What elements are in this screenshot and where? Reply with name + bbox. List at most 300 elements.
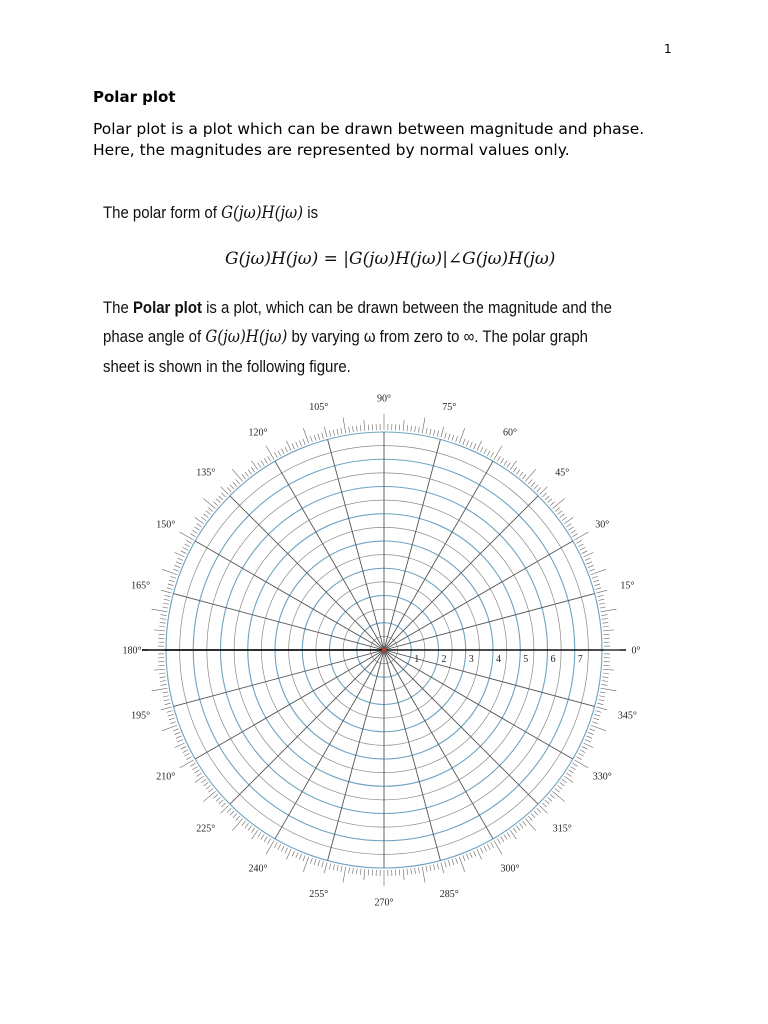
- degree-tick: [176, 736, 182, 738]
- degree-tick: [583, 552, 593, 557]
- degree-tick: [497, 839, 500, 844]
- degree-tick: [160, 681, 166, 682]
- angle-label: 195°: [131, 710, 151, 722]
- degree-tick: [580, 750, 585, 753]
- degree-tick: [504, 835, 507, 840]
- degree-tick: [181, 746, 186, 749]
- degree-tick: [537, 808, 541, 812]
- polar-graph-sheet: [122, 393, 641, 909]
- degree-tick: [329, 431, 330, 437]
- degree-tick: [415, 868, 416, 874]
- degree-tick: [183, 547, 188, 550]
- degree-tick: [192, 530, 197, 533]
- degree-tick: [208, 508, 213, 512]
- degree-tick: [186, 540, 191, 543]
- angle-label: 165°: [131, 580, 151, 592]
- grid-spoke: [384, 650, 573, 759]
- degree-tick: [292, 444, 294, 449]
- degree-tick: [582, 746, 587, 749]
- degree-tick: [594, 584, 600, 586]
- degree-tick: [190, 534, 195, 537]
- angle-label: 45°: [555, 467, 570, 479]
- degree-tick: [318, 434, 320, 440]
- formula-lhs: G(jω)H(jω) =: [225, 249, 344, 269]
- degree-tick: [264, 458, 267, 463]
- degree-tick: [571, 767, 576, 770]
- angle-label: 0°: [631, 645, 641, 657]
- angle-label: 285°: [439, 888, 459, 900]
- degree-tick: [163, 603, 169, 604]
- degree-tick: [159, 626, 165, 627]
- degree-tick: [221, 803, 225, 807]
- degree-tick: [545, 800, 549, 804]
- degree-tick: [164, 699, 170, 700]
- degree-tick: [206, 511, 211, 515]
- degree-tick: [589, 729, 595, 731]
- grid-spoke: [230, 650, 384, 804]
- grid-spoke: [173, 650, 384, 706]
- degree-tick: [278, 450, 281, 455]
- degree-tick: [597, 703, 603, 704]
- degree-tick: [582, 551, 587, 554]
- grid-spoke: [384, 650, 493, 839]
- polar-form-intro: [103, 203, 318, 223]
- degree-tick: [343, 418, 346, 434]
- degree-tick: [310, 858, 312, 864]
- degree-tick: [501, 458, 504, 463]
- degree-tick: [534, 485, 538, 489]
- degree-tick: [232, 819, 242, 831]
- degree-tick: [197, 524, 202, 527]
- degree-tick: [258, 832, 261, 837]
- degree-tick: [459, 428, 464, 443]
- degree-tick: [337, 865, 338, 871]
- degree-tick: [452, 859, 454, 865]
- angle-label: 120°: [248, 427, 268, 439]
- degree-tick: [593, 718, 599, 720]
- degree-tick: [553, 791, 565, 801]
- degree-tick: [299, 854, 301, 860]
- angle-label: 135°: [196, 467, 216, 479]
- degree-tick: [562, 517, 567, 521]
- degree-tick: [494, 841, 502, 855]
- angle-label: 105°: [309, 402, 329, 414]
- angle-label: 330°: [592, 771, 612, 783]
- degree-tick: [599, 696, 605, 697]
- degree-tick: [575, 532, 589, 540]
- degree-tick: [566, 773, 571, 776]
- grid-spoke: [275, 650, 384, 839]
- degree-tick: [161, 684, 167, 685]
- degree-tick: [178, 558, 183, 560]
- degree-tick: [194, 770, 199, 773]
- degree-tick: [445, 861, 447, 867]
- degree-tick: [507, 832, 510, 837]
- degree-tick: [448, 434, 450, 440]
- degree-tick: [553, 498, 565, 508]
- degree-tick: [592, 576, 598, 578]
- degree-tick: [322, 861, 324, 867]
- degree-tick: [175, 552, 185, 557]
- degree-tick: [181, 551, 186, 554]
- degree-tick: [162, 725, 177, 730]
- degree-tick: [169, 718, 175, 720]
- degree-tick: [174, 565, 180, 567]
- degree-tick: [175, 743, 185, 748]
- degree-tick: [407, 869, 408, 875]
- degree-tick: [167, 588, 173, 590]
- degree-tick: [602, 619, 608, 620]
- radius-label: 4: [496, 654, 501, 665]
- degree-tick: [204, 782, 209, 786]
- degree-tick: [296, 853, 298, 859]
- degree-tick: [227, 808, 231, 812]
- degree-tick: [522, 474, 526, 479]
- grid-spoke: [195, 650, 384, 759]
- description-text-c: phase angle of: [103, 327, 206, 346]
- grid-spoke: [195, 541, 384, 650]
- degree-tick: [437, 431, 438, 437]
- description-text-b: is a plot, which can be drawn between the magnitude and the: [201, 298, 612, 317]
- grid-spoke: [328, 439, 384, 650]
- degree-tick: [422, 867, 425, 883]
- degree-tick: [600, 607, 606, 608]
- degree-tick: [602, 622, 608, 623]
- center-point: [382, 648, 386, 652]
- degree-tick: [448, 860, 450, 866]
- degree-tick: [314, 435, 316, 441]
- degree-tick: [159, 673, 165, 674]
- degree-tick: [163, 696, 169, 697]
- grid-spoke: [328, 650, 384, 861]
- degree-tick: [349, 427, 350, 433]
- degree-tick: [174, 732, 180, 734]
- degree-tick: [164, 599, 170, 600]
- degree-tick: [433, 864, 434, 870]
- degree-tick: [167, 711, 173, 713]
- degree-tick: [571, 530, 576, 533]
- degree-tick: [203, 791, 215, 801]
- degree-tick: [470, 853, 472, 859]
- degree-tick: [583, 743, 593, 748]
- grid-spoke: [384, 461, 493, 650]
- angle-label: 300°: [500, 863, 520, 875]
- degree-tick: [349, 867, 350, 873]
- degree-tick: [161, 615, 167, 616]
- angle-label: 255°: [309, 888, 329, 900]
- degree-tick: [513, 828, 517, 833]
- degree-tick: [587, 562, 593, 564]
- degree-tick: [555, 508, 560, 512]
- degree-tick: [537, 487, 541, 491]
- degree-tick: [594, 714, 600, 716]
- description-text-d: by varying ω from zero to ∞. The polar graph: [287, 327, 588, 346]
- degree-tick: [251, 467, 255, 472]
- polar-form-suffix: is: [303, 203, 319, 222]
- degree-tick: [557, 785, 562, 789]
- degree-tick: [573, 763, 578, 766]
- radius-label: 5: [523, 654, 529, 665]
- degree-tick: [452, 435, 454, 441]
- degree-tick: [426, 428, 427, 434]
- degree-tick: [507, 463, 510, 468]
- degree-tick: [248, 826, 252, 831]
- degree-tick: [430, 865, 431, 871]
- degree-tick: [599, 603, 605, 604]
- radius-label: 6: [550, 654, 556, 665]
- grid-spoke: [384, 650, 440, 861]
- degree-tick: [576, 757, 581, 760]
- intro-paragraph: Polar plot is a plot which can be drawn between magnitude and phase. Here, the magnitudes are represented by normal values only.: [93, 120, 645, 159]
- degree-tick: [441, 863, 444, 874]
- degree-tick: [550, 794, 555, 798]
- degree-tick: [292, 851, 294, 856]
- degree-tick: [542, 803, 546, 807]
- radius-label: 1: [414, 654, 420, 665]
- degree-tick: [242, 474, 246, 479]
- degree-tick: [341, 428, 342, 434]
- description-line-3: sheet is shown in the following figure.: [103, 357, 351, 376]
- degree-tick: [329, 863, 330, 869]
- degree-tick: [578, 544, 583, 547]
- degree-tick: [227, 487, 231, 491]
- degree-tick: [285, 447, 288, 452]
- degree-tick: [430, 429, 431, 435]
- degree-tick: [601, 615, 607, 616]
- degree-tick: [603, 626, 609, 627]
- degree-tick: [418, 427, 419, 433]
- degree-tick: [585, 558, 590, 560]
- degree-tick: [356, 426, 357, 432]
- angle-label: 315°: [552, 823, 572, 835]
- degree-tick: [480, 447, 483, 452]
- degree-tick: [180, 760, 194, 768]
- angle-label: 225°: [196, 823, 216, 835]
- degree-tick: [550, 502, 555, 506]
- degree-tick: [318, 860, 320, 866]
- degree-tick: [303, 857, 308, 872]
- degree-tick: [162, 692, 168, 693]
- degree-tick: [497, 456, 500, 461]
- degree-tick: [403, 869, 404, 880]
- degree-tick: [473, 444, 475, 449]
- degree-tick: [602, 677, 608, 678]
- degree-tick: [274, 842, 277, 847]
- degree-tick: [600, 692, 606, 693]
- degree-tick: [213, 502, 218, 506]
- degree-tick: [232, 469, 242, 481]
- degree-tick: [403, 420, 404, 431]
- description-line-2: [103, 322, 612, 352]
- degree-tick: [322, 433, 324, 439]
- degree-tick: [531, 813, 535, 817]
- degree-tick: [281, 449, 284, 454]
- angle-label: 345°: [617, 710, 637, 722]
- degree-tick: [324, 863, 327, 874]
- degree-tick: [314, 859, 316, 865]
- degree-tick: [437, 863, 438, 869]
- degree-tick: [597, 590, 608, 593]
- degree-tick: [168, 584, 174, 586]
- degree-tick: [184, 544, 189, 547]
- degree-tick: [601, 684, 607, 685]
- degree-tick: [504, 460, 507, 465]
- degree-tick: [411, 426, 412, 432]
- degree-tick: [456, 436, 458, 442]
- degree-tick: [176, 562, 182, 564]
- degree-tick: [152, 688, 168, 691]
- degree-tick: [261, 835, 264, 840]
- degree-tick: [264, 837, 267, 842]
- degree-tick: [595, 588, 601, 590]
- degree-tick: [353, 868, 354, 874]
- angle-label: 270°: [374, 897, 394, 909]
- degree-tick: [456, 858, 458, 864]
- degree-tick: [353, 426, 354, 432]
- degree-tick: [603, 673, 609, 674]
- degree-tick: [575, 760, 589, 768]
- degree-tick: [173, 569, 179, 571]
- degree-tick: [251, 828, 255, 833]
- degree-tick: [324, 427, 327, 438]
- degree-tick: [601, 609, 617, 612]
- degree-tick: [591, 725, 606, 730]
- angle-label: 15°: [620, 580, 635, 592]
- degree-tick: [426, 866, 427, 872]
- polar-form-text: The polar form of: [103, 203, 222, 222]
- degree-tick: [230, 811, 234, 815]
- degree-tick: [547, 499, 551, 503]
- degree-tick: [219, 800, 223, 804]
- degree-tick: [516, 470, 520, 475]
- polar-description: [103, 293, 612, 381]
- description-expr: G(jω)H(jω): [205, 327, 288, 347]
- angle-label: 150°: [156, 519, 176, 531]
- degree-tick: [296, 442, 298, 448]
- degree-tick: [154, 630, 165, 631]
- polar-form-expr: G(jω)H(jω): [221, 203, 304, 223]
- degree-tick: [522, 821, 526, 826]
- degree-tick: [278, 844, 281, 849]
- degree-tick: [341, 866, 342, 872]
- degree-tick: [484, 449, 487, 454]
- degree-tick: [285, 848, 288, 853]
- degree-tick: [591, 569, 606, 574]
- degree-tick: [528, 816, 532, 821]
- degree-tick: [152, 609, 168, 612]
- degree-tick: [466, 440, 468, 446]
- degree-tick: [310, 436, 312, 442]
- radius-label: 7: [577, 654, 583, 665]
- degree-tick: [588, 732, 594, 734]
- degree-tick: [525, 819, 535, 831]
- degree-tick: [593, 580, 599, 582]
- degree-tick: [168, 714, 174, 716]
- degree-tick: [160, 622, 166, 623]
- degree-tick: [555, 788, 560, 792]
- angle-label: 60°: [503, 427, 517, 439]
- degree-tick: [603, 630, 614, 631]
- degree-tick: [170, 576, 176, 578]
- angle-label: 210°: [156, 771, 176, 783]
- degree-tick: [487, 450, 490, 455]
- degree-tick: [513, 467, 517, 472]
- degree-tick: [343, 867, 346, 883]
- degree-tick: [233, 482, 237, 486]
- degree-tick: [501, 837, 504, 842]
- degree-tick: [173, 729, 179, 731]
- degree-tick: [573, 534, 578, 537]
- degree-tick: [242, 821, 246, 826]
- radius-label: 3: [468, 654, 474, 665]
- degree-tick: [595, 711, 601, 713]
- grid-spoke: [173, 594, 384, 650]
- degree-tick: [165, 703, 171, 704]
- degree-tick: [587, 736, 593, 738]
- degree-tick: [364, 420, 365, 431]
- angle-label: 30°: [595, 519, 610, 531]
- polar-formula: [225, 249, 555, 269]
- grid-spoke: [384, 594, 595, 650]
- degree-tick: [477, 849, 482, 859]
- degree-tick: [585, 739, 590, 741]
- degree-tick: [598, 599, 604, 600]
- degree-tick: [364, 869, 365, 880]
- degree-tick: [201, 517, 206, 521]
- degree-tick: [470, 442, 472, 448]
- degree-tick: [337, 429, 338, 435]
- degree-tick: [221, 493, 225, 497]
- degree-tick: [178, 739, 183, 741]
- degree-tick: [441, 427, 444, 438]
- degree-tick: [547, 797, 551, 801]
- degree-tick: [576, 540, 581, 543]
- degree-tick: [592, 722, 598, 724]
- degree-tick: [281, 846, 284, 851]
- degree-tick: [160, 619, 166, 620]
- degree-tick: [589, 569, 595, 571]
- degree-tick: [236, 479, 240, 484]
- degree-tick: [266, 446, 274, 460]
- degree-tick: [601, 688, 617, 691]
- grid-spoke: [384, 439, 440, 650]
- radius-label: 2: [441, 654, 447, 665]
- degree-tick: [206, 785, 211, 789]
- degree-tick: [407, 425, 408, 431]
- degree-tick: [463, 439, 465, 445]
- degree-tick: [165, 595, 171, 596]
- degree-tick: [531, 482, 535, 486]
- degree-tick: [597, 595, 603, 596]
- degree-tick: [162, 607, 168, 608]
- angle-label: 180°: [122, 645, 142, 657]
- degree-tick: [154, 669, 165, 670]
- degree-tick: [197, 773, 202, 776]
- grid-spoke: [384, 541, 573, 650]
- degree-tick: [588, 565, 594, 567]
- grid-spoke: [384, 650, 538, 804]
- degree-tick: [184, 753, 189, 756]
- degree-tick: [286, 441, 291, 451]
- section-heading: Polar plot: [93, 88, 176, 106]
- degree-tick: [569, 527, 574, 530]
- degree-tick: [411, 868, 412, 874]
- degree-tick: [236, 816, 240, 821]
- degree-tick: [466, 854, 468, 860]
- degree-tick: [566, 524, 571, 527]
- degree-tick: [161, 707, 172, 710]
- degree-tick: [333, 864, 334, 870]
